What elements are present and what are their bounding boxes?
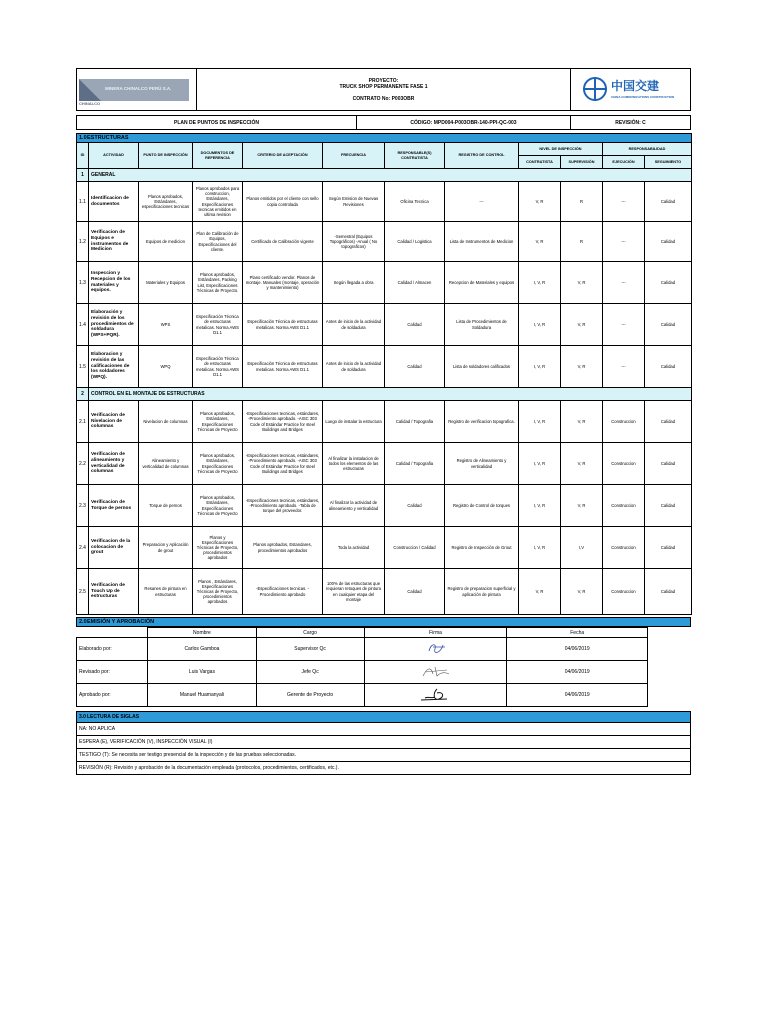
approval-position: Supervisor Qc bbox=[256, 638, 364, 661]
signature-image bbox=[364, 661, 507, 684]
row-responsible: Calidad bbox=[385, 485, 445, 527]
row-followup: Calidad bbox=[645, 527, 692, 569]
inspection-table bbox=[76, 133, 692, 615]
row-docs: Planos aprobados, Estándares, Packing List, Especificaciones Técnicas de Proyecto. bbox=[193, 262, 243, 304]
col-activity: ACTIVIDAD bbox=[89, 143, 139, 169]
row-docs: Especificación Técnica de estructuras metalicas. Norma AWS D1.1 bbox=[193, 304, 243, 346]
row-id: 2.4 bbox=[77, 527, 89, 569]
row-contractor-level: V, R bbox=[519, 182, 561, 222]
approval-header-signature: Firma bbox=[364, 628, 507, 638]
row-activity: Verificacion de Equipos e instrumentos de Medicion bbox=[89, 222, 139, 262]
approval-row bbox=[77, 638, 648, 661]
row-contractor-level: V, R bbox=[519, 569, 561, 615]
row-supervision-level: I,V bbox=[561, 527, 603, 569]
row-record: Recepcion de Materiales y equipos bbox=[445, 262, 519, 304]
row-frequency: Toda la actividad bbox=[323, 527, 385, 569]
col-criteria: CRITERIO DE ACEPTACIÓN bbox=[243, 143, 323, 169]
row-frequency: Según llegada a obra bbox=[323, 262, 385, 304]
approval-date: 04/06/2019 bbox=[507, 638, 648, 661]
column-header-row bbox=[77, 143, 692, 156]
row-record: Lista de Procedimientos de Soldadura bbox=[445, 304, 519, 346]
row-docs: Plan de Calibración de Equipos, Especificaciones del cliente. bbox=[193, 222, 243, 262]
row-point: Preparacion y Aplicación de grout bbox=[139, 527, 193, 569]
legend-item: REVISIÓN (R): Revisión y aprobación de la documentación empleada (protocolos, procedimientos, certificados, etc.). bbox=[77, 762, 691, 775]
group-header-row bbox=[77, 169, 692, 182]
row-execution: --- bbox=[603, 182, 645, 222]
col-supervision: SUPERVISIÓN bbox=[561, 156, 603, 169]
row-responsible: Calidad / Topografia bbox=[385, 401, 445, 443]
row-activity: Inspeccion y Recepcion de los materiales y equipos. bbox=[89, 262, 139, 304]
signature-image bbox=[364, 638, 507, 661]
table-row bbox=[77, 443, 692, 485]
row-followup: Calidad bbox=[645, 569, 692, 615]
row-followup: Calidad bbox=[645, 485, 692, 527]
row-docs: Planos aprobados, Estándares, Especificaciones Técnicas de Proyecto bbox=[193, 401, 243, 443]
row-docs: Planos , Estándares, Especificaciones Técnicas de Proyecto, procedimientos aprobados bbox=[193, 569, 243, 615]
plan-title: PLAN DE PUNTOS DE INSPECCIÓN bbox=[77, 116, 357, 130]
row-execution: --- bbox=[603, 262, 645, 304]
row-criteria: Plano certificado vendor. Planos de montaje. Manuales (montaje, operación y mantenimiento) bbox=[243, 262, 323, 304]
row-docs: Planos aprobados para construccion, Estándares, Especificaciones tecnicas emitidos en ultima revision bbox=[193, 182, 243, 222]
row-criteria: -Especificaciones tecnicas, estándares, -Procedimiento aprobado. -AISC 303 Code of Estándar Practice for steel Buildings and Bridges bbox=[243, 443, 323, 485]
row-execution: Construccion bbox=[603, 527, 645, 569]
row-activity: Identificacion de documentos bbox=[89, 182, 139, 222]
row-record: Lista de Instrumentos de Medicion bbox=[445, 222, 519, 262]
row-criteria: Certificado de Calibración vigente bbox=[243, 222, 323, 262]
acronyms-section bbox=[76, 711, 691, 775]
col-contractor: CONTRATISTA bbox=[519, 156, 561, 169]
row-followup: Calidad bbox=[645, 262, 692, 304]
row-followup: Calidad bbox=[645, 182, 692, 222]
document-revision: REVISIÓN: C bbox=[571, 116, 691, 130]
group-number: 2 bbox=[77, 388, 89, 401]
row-frequency: -Semestral (Equipos Topográficos) -Anual ( No topograficos) bbox=[323, 222, 385, 262]
row-docs: Especificación Técnica de estructuras metalicas. Norma AWS D1.1 bbox=[193, 346, 243, 388]
col-responsibility: RESPONSABILIDAD bbox=[603, 143, 692, 156]
row-supervision-level: R bbox=[561, 182, 603, 222]
row-frequency: Al finalizar la instalacion de todos los elementos de las estructuras bbox=[323, 443, 385, 485]
row-activity: Elaboracion y revisión de las calificaciones de los soldadores (WPQ). bbox=[89, 346, 139, 388]
row-id: 2.5 bbox=[77, 569, 89, 615]
row-contractor-level: I, V, R bbox=[519, 401, 561, 443]
approval-date: 04/06/2019 bbox=[507, 661, 648, 684]
row-execution: --- bbox=[603, 346, 645, 388]
row-frequency: Al finalizar la actividad de alineamiento y verticalidad bbox=[323, 485, 385, 527]
group-title: GENERAL bbox=[89, 169, 692, 182]
row-supervision-level: V, R bbox=[561, 443, 603, 485]
approval-table bbox=[76, 627, 648, 707]
row-execution: --- bbox=[603, 304, 645, 346]
document-code: CÓDIGO: MPD004-P003OBR-140-PPI-QC-003 bbox=[357, 116, 571, 130]
row-id: 1.1 bbox=[77, 182, 89, 222]
row-activity: Verificacion de Torque de pernos bbox=[89, 485, 139, 527]
table-row bbox=[77, 262, 692, 304]
row-execution: Construccion bbox=[603, 569, 645, 615]
col-frequency: FRECUENCIA bbox=[323, 143, 385, 169]
row-record: --- bbox=[445, 182, 519, 222]
row-record: Registro de Alineamiento y verticalidad bbox=[445, 443, 519, 485]
table-row bbox=[77, 304, 692, 346]
row-contractor-level: I, V, R bbox=[519, 304, 561, 346]
row-contractor-level: I, V, R bbox=[519, 262, 561, 304]
row-activity: Verificacion de Nivelacion de columnas bbox=[89, 401, 139, 443]
approval-header-position: Cargo bbox=[256, 628, 364, 638]
row-id: 1.5 bbox=[77, 346, 89, 388]
row-frequency: Según Emision de Nuevas Revisiones bbox=[323, 182, 385, 222]
row-docs: Planos aprobados, Estándares, Especificaciones Técnicas de Proyecto bbox=[193, 485, 243, 527]
section-header-structures: 1.0ESTRUCTURAS bbox=[77, 134, 692, 143]
contractor-logo bbox=[571, 69, 691, 111]
row-responsible: Calidad / Logistica bbox=[385, 222, 445, 262]
col-docs: DOCUMENTOS DE REFERENCIA bbox=[193, 143, 243, 169]
row-supervision-level: V, R bbox=[561, 304, 603, 346]
row-point: Alineamiento y verticalidad de columnas bbox=[139, 443, 193, 485]
row-execution: Construccion bbox=[603, 485, 645, 527]
legend-item: NA: NO APLICA bbox=[77, 723, 691, 736]
approval-name: Manuel Huamanyali bbox=[148, 684, 256, 707]
row-point: WPQ bbox=[139, 346, 193, 388]
table-row bbox=[77, 401, 692, 443]
legend-item: TESTIGO (T): Se necesita ser testigo presencial de la inspección y de las pruebas seleccionadas. bbox=[77, 749, 691, 762]
row-id: 2.2 bbox=[77, 443, 89, 485]
table-row bbox=[77, 485, 692, 527]
row-responsible: Calidad bbox=[385, 346, 445, 388]
document-header bbox=[76, 68, 691, 111]
row-point: Materiales y Equipos bbox=[139, 262, 193, 304]
row-criteria: Planos emitidos por el cliente con sello copia controlada bbox=[243, 182, 323, 222]
globe-icon bbox=[583, 77, 607, 101]
row-id: 2.1 bbox=[77, 401, 89, 443]
row-record: Registro de Control de torques bbox=[445, 485, 519, 527]
col-responsible: RESPONSABLE(S) CONTRATISTA bbox=[385, 143, 445, 169]
col-record: REGISTRO DE CONTROL bbox=[445, 143, 519, 169]
row-supervision-level: V, R bbox=[561, 401, 603, 443]
row-record: Registro de verificacion topografica. bbox=[445, 401, 519, 443]
row-point: Nivelacion de columnas bbox=[139, 401, 193, 443]
approval-role: Aprobado por: bbox=[77, 684, 148, 707]
approval-date: 04/06/2019 bbox=[507, 684, 648, 707]
row-docs: Planos aprobados, Estándares, Especificaciones Técnicas de Proyecto bbox=[193, 443, 243, 485]
col-followup: SEGUIMIENTO bbox=[645, 156, 692, 169]
row-id: 2.3 bbox=[77, 485, 89, 527]
row-followup: Calidad bbox=[645, 346, 692, 388]
approval-row bbox=[77, 661, 648, 684]
row-contractor-level: I, V, R bbox=[519, 346, 561, 388]
approval-header-date: Fecha bbox=[507, 628, 648, 638]
group-number: 1 bbox=[77, 169, 89, 182]
col-execution: EJECUCIÓN bbox=[603, 156, 645, 169]
col-point: PUNTO DE INSPECCIÓN bbox=[139, 143, 193, 169]
row-id: 1.4 bbox=[77, 304, 89, 346]
row-point: Planos aprobados, Estándares, especificaciones tecnicas bbox=[139, 182, 193, 222]
row-responsible: Calidad bbox=[385, 304, 445, 346]
row-criteria: Especificación Técnica de estructuras metalicas. Norma AWS D1.1 bbox=[243, 304, 323, 346]
approval-position: Gerente de Proyecto bbox=[256, 684, 364, 707]
section-header-approval: 2.0EMISIÓN Y APROBACIÓN bbox=[77, 618, 691, 627]
row-followup: Calidad bbox=[645, 443, 692, 485]
row-criteria: -Especificaciones tecnicas, estándares, -Procedimiento aprobado. -AISC 303 Code of Estándar Practice for steel Buildings and Bridges bbox=[243, 401, 323, 443]
row-point: Torque de pernos bbox=[139, 485, 193, 527]
row-responsible: Oficina Tecnica bbox=[385, 182, 445, 222]
row-activity: Elaboración y revisión de los procedimientos de soldadura (WPS+PQR). bbox=[89, 304, 139, 346]
row-contractor-level: I, V, R bbox=[519, 485, 561, 527]
approval-section bbox=[76, 617, 691, 627]
row-criteria: Planos aprobados, Estandares, procedimientos aprobados bbox=[243, 527, 323, 569]
row-contractor-level: I, V, R bbox=[519, 527, 561, 569]
row-supervision-level: V, R bbox=[561, 485, 603, 527]
approval-role: Revisado por: bbox=[77, 661, 148, 684]
approval-header-name: Nombre bbox=[148, 628, 256, 638]
inspection-plan-sheet bbox=[76, 68, 691, 775]
client-logo-text: MINERA CHINALCO PERÚ S.A. bbox=[105, 85, 172, 91]
client-logo bbox=[77, 69, 197, 111]
approval-name: Carlos Gamboa bbox=[148, 638, 256, 661]
row-execution: --- bbox=[603, 222, 645, 262]
row-criteria: -Especificaciones tecnicas. -Procedimiento aprobado bbox=[243, 569, 323, 615]
col-level: NIVEL DE INSPECCIÓN bbox=[519, 143, 603, 156]
project-info bbox=[197, 69, 571, 111]
approval-position: Jefe Qc bbox=[256, 661, 364, 684]
document-title-row bbox=[76, 115, 691, 130]
row-frequency: Antes de inicio de la actividad de soldadura bbox=[323, 346, 385, 388]
row-criteria: Especificación Técnica de estructuras metalicas. Norma AWS D1.1 bbox=[243, 346, 323, 388]
row-frequency: Luego de instalar la estructura bbox=[323, 401, 385, 443]
table-row bbox=[77, 222, 692, 262]
row-record: Registro de Inspección de Grout bbox=[445, 527, 519, 569]
table-row bbox=[77, 182, 692, 222]
row-point: WPS bbox=[139, 304, 193, 346]
row-frequency: Antes de inicio de la actividad de soldadura bbox=[323, 304, 385, 346]
row-responsible: Construccion / Calidad bbox=[385, 527, 445, 569]
contractor-logo-text: 中国交建 bbox=[611, 78, 660, 93]
row-contractor-level: V, R bbox=[519, 222, 561, 262]
approval-name: Luis Vargas bbox=[148, 661, 256, 684]
row-id: 1.3 bbox=[77, 262, 89, 304]
contractor-logo-subtext: CHINA COMMUNICATIONS CONSTRUCTION bbox=[611, 94, 675, 99]
row-supervision-level: V, R bbox=[561, 262, 603, 304]
group-title: CONTROL EN EL MONTAJE DE ESTRUCTURAS bbox=[89, 388, 692, 401]
project-label: PROYECTO: bbox=[368, 77, 399, 84]
col-id: ID bbox=[77, 143, 89, 169]
row-record: Registro de preparacion superficial y aplicación de pintura bbox=[445, 569, 519, 615]
row-followup: Calidad bbox=[645, 222, 692, 262]
row-responsible: Calidad / Almacen bbox=[385, 262, 445, 304]
section-header-acronyms: 3.0LECTURA DE SIGLAS bbox=[77, 712, 691, 723]
row-supervision-level: V, R bbox=[561, 569, 603, 615]
client-logo-subtext: CHINALCO bbox=[79, 100, 101, 106]
row-responsible: Calidad / Topografia bbox=[385, 443, 445, 485]
row-execution: Construccion bbox=[603, 443, 645, 485]
approval-row bbox=[77, 684, 648, 707]
contract-number: CONTRATO No: P003OBR bbox=[352, 95, 415, 102]
table-row bbox=[77, 527, 692, 569]
row-id: 1.2 bbox=[77, 222, 89, 262]
group-header-row bbox=[77, 388, 692, 401]
signature-image bbox=[364, 684, 507, 707]
approval-role: Elaborado por: bbox=[77, 638, 148, 661]
row-point: Resanes de pintura en estructuras bbox=[139, 569, 193, 615]
row-docs: Planos y Especificaciones Técnicas de Proyecto, procedimientos aprobados bbox=[193, 527, 243, 569]
legend-item: ESPERA (E), VERIFICACIÓN (V), INSPECCIÓN VISUAL (I) bbox=[77, 736, 691, 749]
row-activity: Verificacion de la colocacion de grout bbox=[89, 527, 139, 569]
row-followup: Calidad bbox=[645, 304, 692, 346]
row-execution: Construccion bbox=[603, 401, 645, 443]
row-activity: Verificacion de alineamiento y verticalidad de columnas bbox=[89, 443, 139, 485]
row-point: Equipos de medicion bbox=[139, 222, 193, 262]
row-contractor-level: I, V, R bbox=[519, 443, 561, 485]
row-record: Lista de soldadores calificados bbox=[445, 346, 519, 388]
row-followup: Calidad bbox=[645, 401, 692, 443]
row-activity: Verificacion de Touch Up de estructuras bbox=[89, 569, 139, 615]
row-criteria: -Especificaciones tecnicas, estándares, -Procedimiento aprobado. -Tabla de torque del proveedor. bbox=[243, 485, 323, 527]
row-responsible: Calidad bbox=[385, 569, 445, 615]
row-frequency: 100% de las estructuras que requieran retoques de pintura en cualquier etapa del montaje bbox=[323, 569, 385, 615]
table-row bbox=[77, 346, 692, 388]
table-row bbox=[77, 569, 692, 615]
row-supervision-level: V, R bbox=[561, 346, 603, 388]
project-name: TRUCK SHOP PERMANENTE FASE 1 bbox=[339, 83, 428, 90]
row-supervision-level: R bbox=[561, 222, 603, 262]
